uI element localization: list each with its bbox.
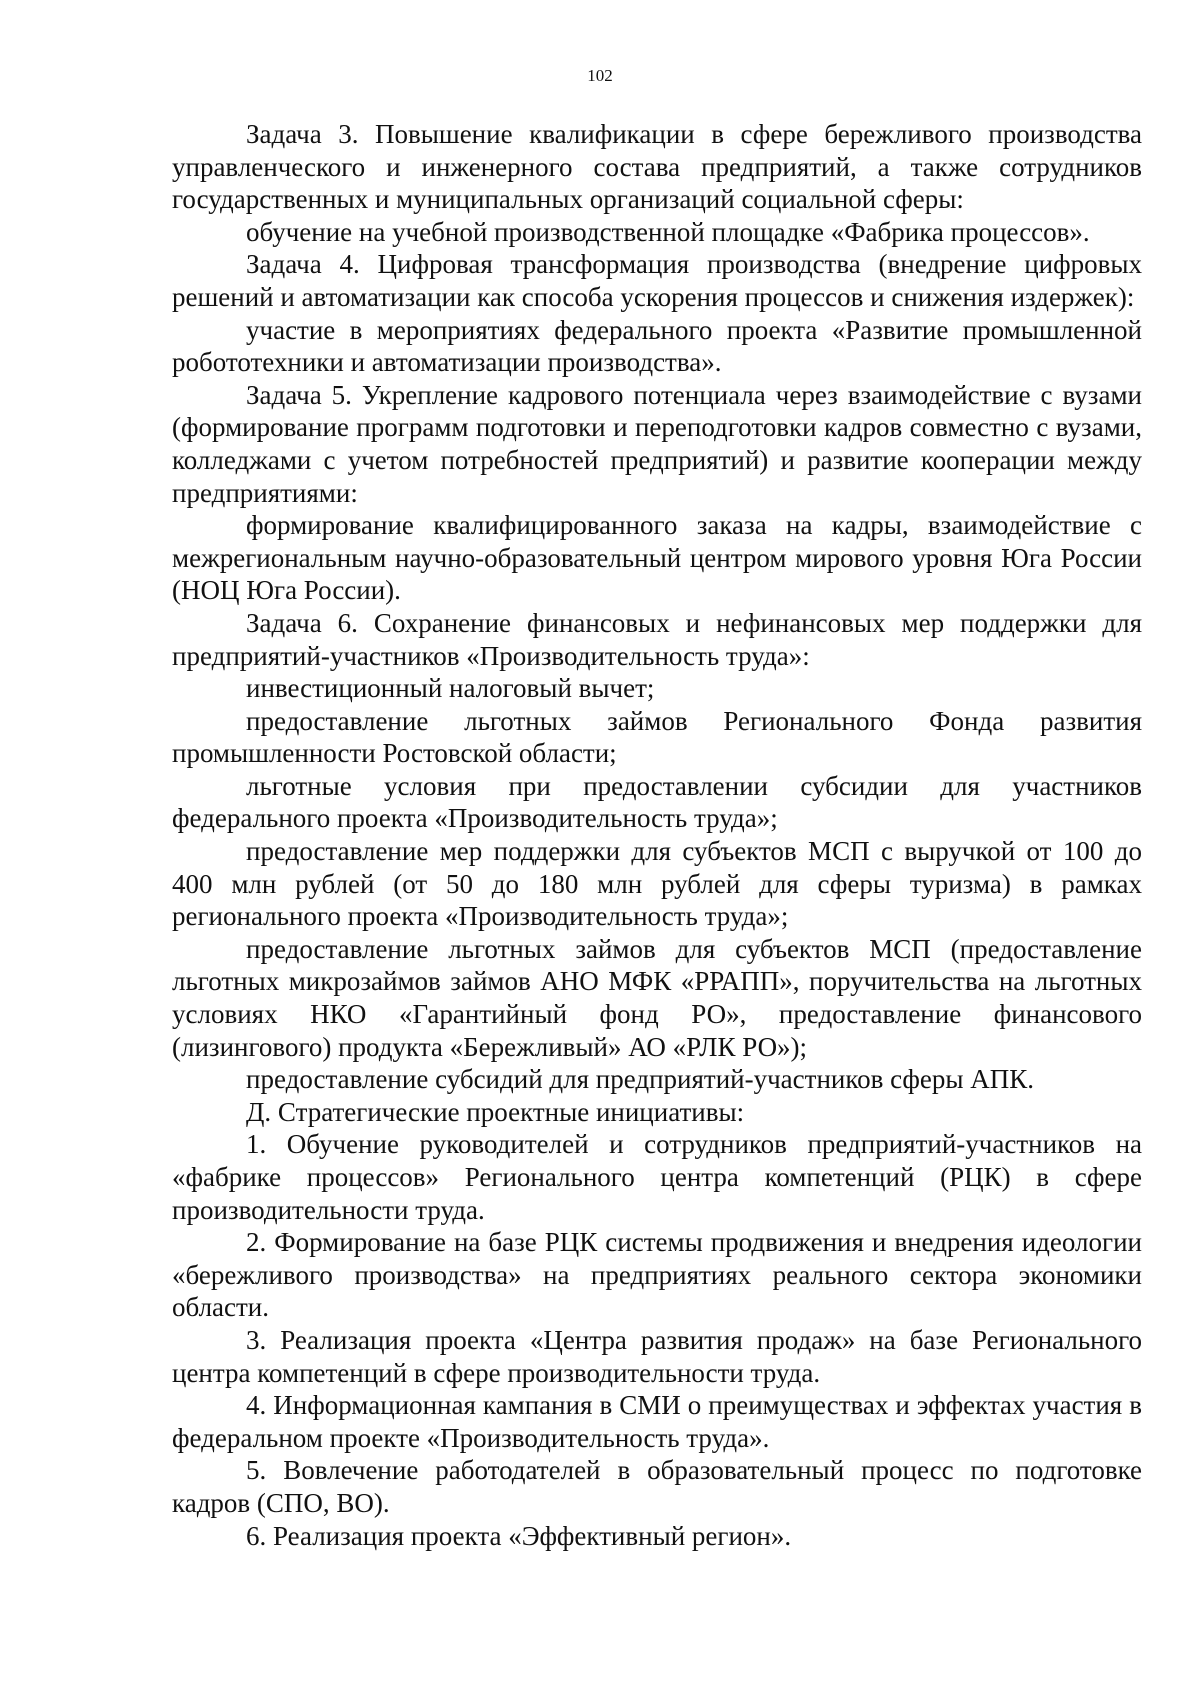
- paragraph-task-6: Задача 6. Сохранение финансовых и нефинансовых мер поддержки для предприятий-участников «Производительность труда»:: [172, 607, 1142, 671]
- initiative-item-6: 6. Реализация проекта «Эффективный регион».: [246, 1520, 792, 1551]
- initiative-item-1: 1. Обучение руководителей и сотрудников предприятий-участников на «фабрике процессов» Регионального центра компетенций (РЦК) в сфере производительности труда.: [172, 1129, 1142, 1225]
- initiative-item-2: 2. Формирование на базе РЦК системы продвижения и внедрения идеологии «бережливого производства» на предприятиях реального сектора экономики области.: [172, 1227, 1142, 1323]
- paragraph-task-6-measure-6: предоставление субсидий для предприятий-участников сферы АПК.: [246, 1064, 1035, 1095]
- paragraph-task-6-measure-1: инвестиционный налоговый вычет;: [246, 673, 655, 704]
- initiative-item-5: 5. Вовлечение работодателей в образовательный процесс по подготовке кадров (СПО, ВО).: [172, 1455, 1142, 1518]
- initiative-item-3: 3. Реализация проекта «Центра развития продаж» на базе Регионального центра компетенций в сфере производительности труда.: [172, 1324, 1142, 1388]
- paragraph-task-5: Задача 5. Укрепление кадрового потенциала через взаимодействие с вузами (формирование программ подготовки и переподготовки кадров совместно с вузами, колледжами с учетом потребностей предприятий) и развитие кооперации между предприятиями:: [172, 379, 1142, 508]
- paragraph-task-3: Задача 3. Повышение квалификации в сфере бережливого производства управленческого и инженерного состава предприятий, а также сотрудников государственных и муниципальных организаций социальной сферы:: [172, 119, 1142, 215]
- page-number: 102: [587, 66, 613, 85]
- paragraph-task-6-measure-2: предоставление льготных займов Регионального Фонда развития промышленности Ростовской области;: [172, 705, 1142, 769]
- paragraph-task-5-measure: формирование квалифицированного заказа на кадры, взаимодействие с межрегиональным научно-образовательный центром мирового уровня Юга России (НОЦ Юга России).: [172, 510, 1142, 606]
- paragraph-task-6-measure-4: предоставление мер поддержки для субъектов МСП с выручкой от 100 до 400 млн рублей (от 50 до 180 млн рублей для сферы туризма) в рамках регионального проекта «Производительность труда»;: [172, 836, 1142, 932]
- document-body: [172, 118, 1142, 1552]
- paragraph-task-4-measure: участие в мероприятиях федерального проекта «Развитие промышленной робототехники и автоматизации производства».: [172, 314, 1142, 378]
- paragraph-task-6-measure-5: предоставление льготных займов для субъектов МСП (предоставление льготных микрозаймов займов АНО МФК «РРАПП», поручительства на льготных условиях НКО «Гарантийный фонд РО», предоставление финансового (лизингового) продукта «Бережливый» АО «РЛК РО»);: [172, 933, 1142, 1062]
- paragraph-task-3-measure: обучение на учебной производственной площадке «Фабрика процессов».: [246, 216, 1090, 247]
- initiative-item-4: 4. Информационная кампания в СМИ о преимуществах и эффектах участия в федеральном проекте «Производительность труда».: [172, 1390, 1142, 1453]
- paragraph-task-6-measure-3: льготные условия при предоставлении субсидии для участников федерального проекта «Производительность труда»;: [172, 770, 1142, 834]
- paragraph-task-4: Задача 4. Цифровая трансформация производства (внедрение цифровых решений и автоматизации как способа ускорения процессов и снижения издержек):: [172, 249, 1142, 312]
- section-heading-initiatives: Д. Стратегические проектные инициативы:: [246, 1096, 745, 1127]
